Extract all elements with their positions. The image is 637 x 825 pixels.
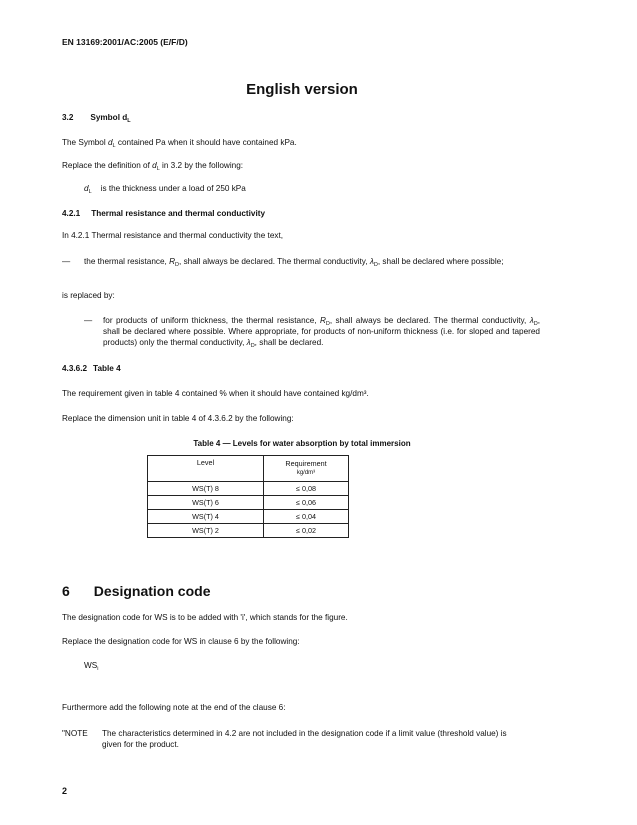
table-row bbox=[148, 496, 349, 510]
heading-4-2-1: 4.2.1 Thermal resistance and thermal conductivity bbox=[62, 209, 266, 218]
cell-requirement: ≤ 0,04 bbox=[264, 510, 349, 524]
cell-requirement: ≤ 0,06 bbox=[264, 496, 349, 510]
paragraph: The Symbol $d_L$ contained Pa when it should have contained kPa. bbox=[62, 138, 297, 149]
heading-4-3-6-2: 4.3.6.2 Table 4 bbox=[62, 364, 121, 373]
dash: — bbox=[62, 257, 71, 266]
column-header-level: Level bbox=[148, 456, 264, 482]
heading-6: 6 Designation code bbox=[62, 583, 211, 599]
heading-3-2: 3.2 Symbol $d_L$ bbox=[62, 113, 131, 124]
paragraph: Replace the definition of $d_L$ in 3.2 by the following: bbox=[62, 161, 244, 172]
paragraph: The designation code for WS is to be added with 'i', which stands for the figure. bbox=[62, 613, 348, 622]
note-text: The characteristics determined in 4.2 are not included in the designation code if a limit value (threshold value) is given for the product. bbox=[102, 729, 507, 749]
cell-level: WS(T) 4 bbox=[148, 510, 264, 524]
old-text: the thermal resistance, $R_D$, shall always be declared. The thermal conductivity, $\lambda_D$, shall be declared where possible; bbox=[84, 257, 504, 268]
cell-level: WS(T) 2 bbox=[148, 524, 264, 538]
table-caption: Table 4 — Levels for water absorption by total immersion bbox=[193, 439, 411, 448]
paragraph: is replaced by: bbox=[62, 291, 115, 300]
paragraph: Replace the designation code for WS in clause 6 by the following: bbox=[62, 637, 300, 646]
column-header-requirement: Requirement kg/dm³ bbox=[264, 456, 349, 482]
table-header-row bbox=[148, 456, 349, 482]
cell-level: WS(T) 6 bbox=[148, 496, 264, 510]
dash: — bbox=[84, 316, 93, 325]
document-header: EN 13169:2001/AC:2005 (E/F/D) bbox=[62, 37, 188, 47]
designation-code: $WS_i$ bbox=[84, 661, 99, 672]
cell-requirement: ≤ 0,08 bbox=[264, 482, 349, 496]
requirements-table bbox=[147, 455, 349, 538]
page-number: 2 bbox=[62, 786, 68, 796]
paragraph: The requirement given in table 4 contained % when it should have contained kg/dm³. bbox=[62, 389, 369, 398]
paragraph: In 4.2.1 Thermal resistance and thermal conductivity the text, bbox=[62, 231, 284, 240]
table-row bbox=[148, 510, 349, 524]
cell-level: WS(T) 8 bbox=[148, 482, 264, 496]
paragraph: Furthermore add the following note at the end of the clause 6: bbox=[62, 703, 286, 712]
definition: $d_L$ is the thickness under a load of 250 kPa bbox=[84, 184, 246, 195]
table-row bbox=[148, 482, 349, 496]
note-label: "NOTE bbox=[62, 729, 88, 738]
paragraph: Replace the dimension unit in table 4 of 4.3.6.2 by the following: bbox=[62, 414, 294, 423]
table-row bbox=[148, 524, 349, 538]
cell-requirement: ≤ 0,02 bbox=[264, 524, 349, 538]
new-text: for products of uniform thickness, the thermal resistance, $R_D$, shall always be declared. The thermal conductivity, $\lambda_D$, shall be declared where possible. Where appropriate, for products of non-uniform thickness (i.e. for sloped and tapered products) only the thermal conductivity, $\lambda_D$, shall be declared. bbox=[103, 316, 540, 349]
page-title: English version bbox=[246, 81, 358, 98]
